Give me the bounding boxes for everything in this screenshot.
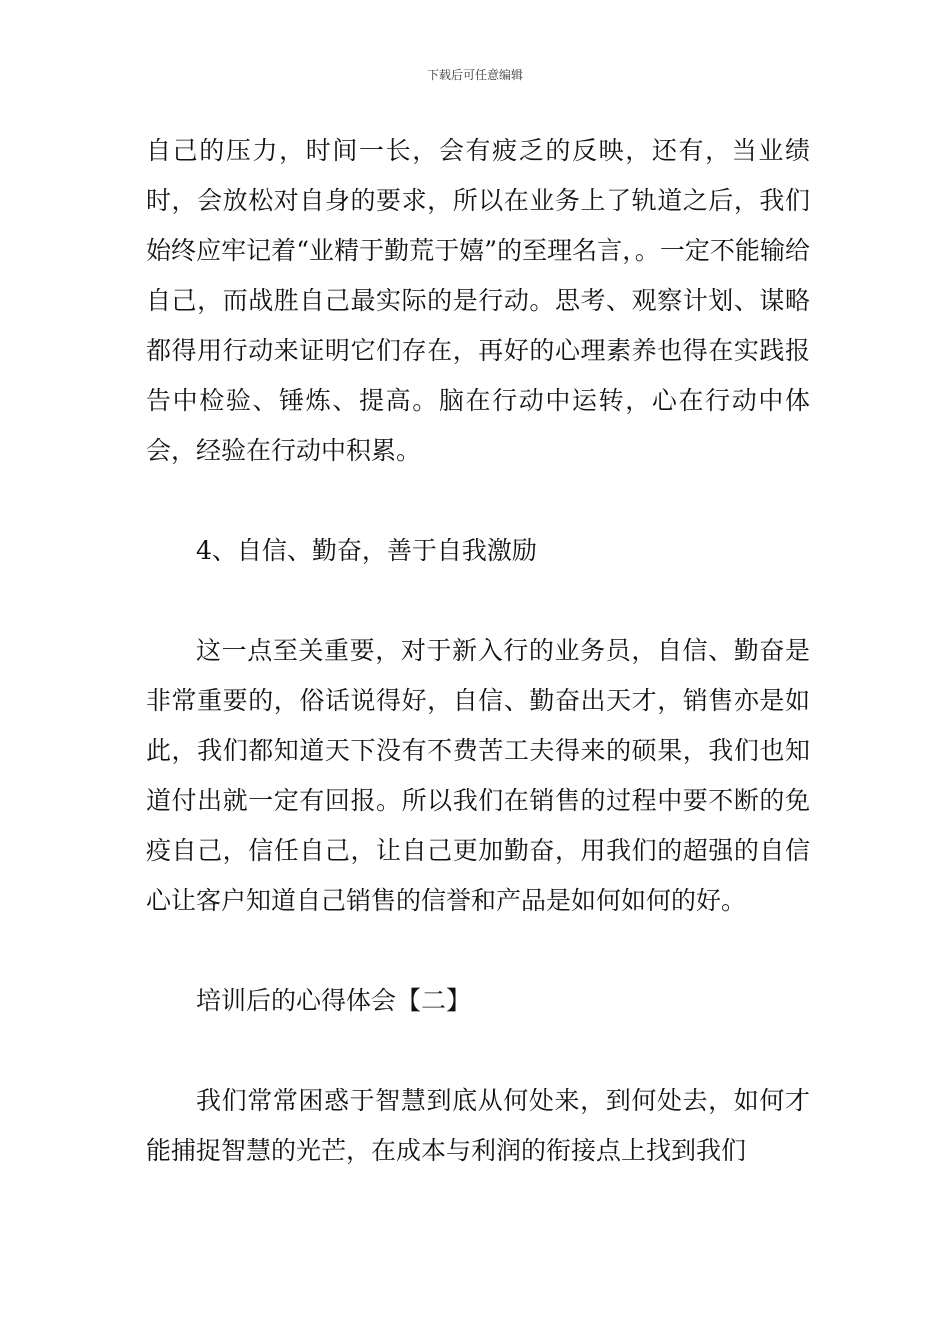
paragraph-self-confidence: 这一点至关重要，对于新入行的业务员，自信、勤奋是非常重要的，俗话说得好，自信、勤奋出天才，销售亦是如此，我们都知道天下没有不费苦工夫得来的硕果，我们也知道付出就一定有回报。所以我们在销售的过程中要不断的免疫自己，信任自己，让自己更加勤奋，用我们的超强的自信心让客户知道自己销售的信誉和产品是如何如何的好。 bbox=[146, 636, 810, 915]
paragraph-wisdom: 我们常常困惑于智慧到底从何处来，到何处去，如何才能捕捉智慧的光芒，在成本与利润的衔接点上找到我们 bbox=[146, 1086, 810, 1165]
subheading-self-confidence: 4、自信、勤奋，善于自我激励 bbox=[196, 536, 537, 565]
paragraph-continuation: 自己的压力，时间一长，会有疲乏的反映，还有，当业绩时，会放松对自身的要求，所以在业务上了轨道之后，我们始终应牢记着“业精于勤荒于嬉”的至理名言，。一定不能输给自己，而战胜自己最实际的是行动。思考、观察计划、谋略都得用行动来证明它们存在，再好的心理素养也得在实践报告中检验、锤炼、提高。脑在行动中运转，心在行动中体会，经验在行动中积累。 bbox=[146, 136, 810, 465]
page-header: 下载后可任意编辑 bbox=[426, 68, 523, 82]
document-body bbox=[146, 126, 810, 1176]
section-title: 培训后的心得体会【二】 bbox=[196, 986, 472, 1015]
